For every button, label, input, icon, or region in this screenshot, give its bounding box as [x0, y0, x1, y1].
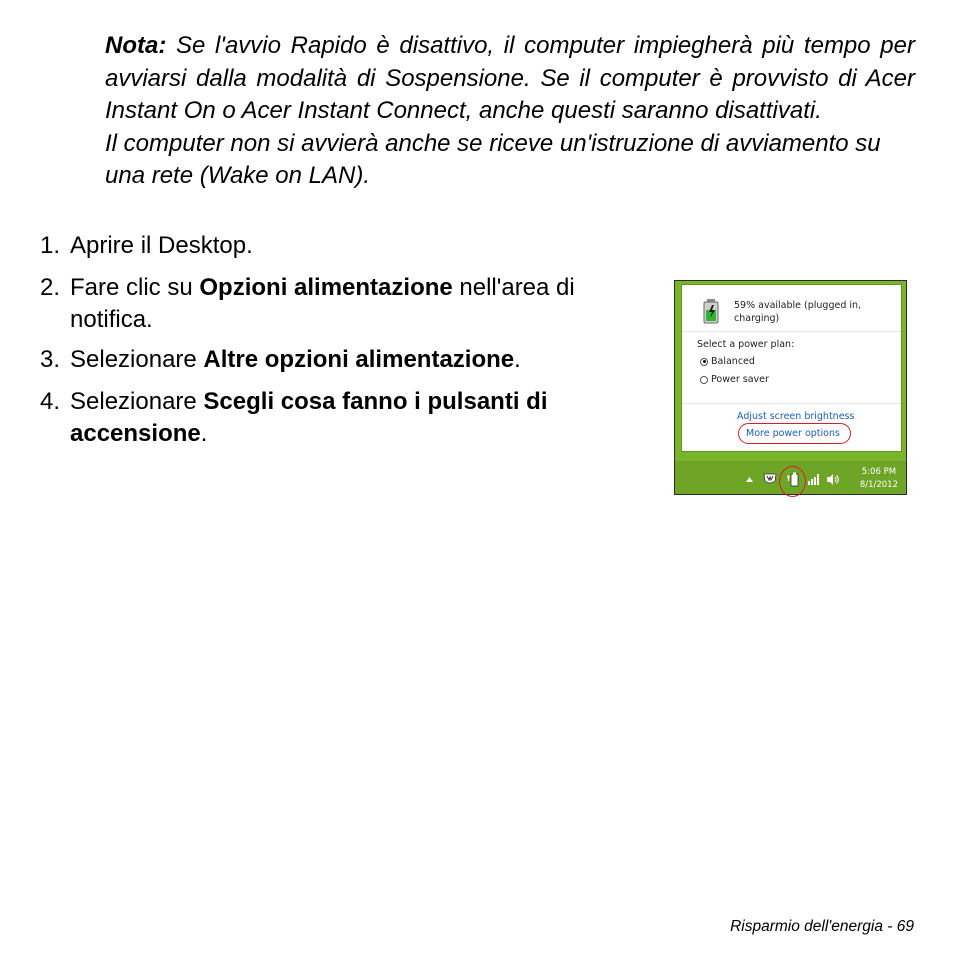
plan-label: Balanced	[711, 356, 755, 367]
action-center-flag-icon[interactable]	[763, 472, 777, 486]
step-text: Aprire il Desktop.	[70, 232, 253, 259]
highlight-circle	[738, 423, 851, 444]
clock[interactable]	[860, 466, 898, 492]
step-bold: Opzioni alimentazione	[199, 274, 453, 301]
show-hidden-icons-arrow-icon[interactable]	[745, 476, 754, 483]
step-text-end: nell'area di notifica.	[70, 274, 575, 333]
radio-icon[interactable]	[700, 376, 708, 384]
radio-selected-icon[interactable]	[700, 358, 708, 366]
taskbar	[675, 461, 906, 494]
battery-charging-icon	[702, 298, 722, 324]
step-number: 3.	[40, 346, 61, 373]
divider	[682, 403, 901, 404]
note-paragraph	[105, 30, 915, 128]
volume-icon[interactable]	[826, 473, 840, 486]
plan-option-balanced[interactable]	[700, 356, 755, 367]
battery-status-line1: 59% available (plugged in,	[734, 300, 862, 311]
step-text: Selezionare	[70, 346, 204, 373]
step-text-end: .	[514, 346, 521, 373]
page-footer: Risparmio dell'energia - 69	[730, 918, 914, 935]
note-label: Nota:	[105, 32, 167, 59]
step-number: 4.	[40, 388, 61, 415]
step-text-end: .	[200, 420, 208, 447]
steps-list	[40, 230, 640, 460]
step-text: Fare clic su	[70, 274, 200, 301]
clock-time: 5:06 PM	[861, 467, 897, 477]
step-1	[40, 230, 640, 262]
power-flyout	[681, 284, 902, 452]
battery-status-line2: charging)	[734, 313, 780, 324]
step-4	[40, 386, 640, 450]
plan-heading: Select a power plan:	[697, 339, 795, 350]
network-signal-icon[interactable]	[807, 473, 821, 486]
step-bold: Altre opzioni alimentazione	[203, 346, 515, 373]
clock-date: 8/1/2012	[859, 480, 898, 490]
step-bold: Scegli cosa fanno i pulsanti di accensione	[70, 388, 548, 447]
note-text: Se l'avvio Rapido è disattivo, il computer impiegherà più tempo per avviarsi dalla modalità di Sospensione. Se il computer è provvisto di Acer Instant On o Acer Instant Connect, anche questi saranno disattivati.	[105, 32, 915, 124]
adjust-brightness-link[interactable]: Adjust screen brightness	[737, 411, 855, 422]
battery-status	[734, 299, 894, 325]
step-3	[40, 344, 640, 376]
note-paragraph-wol: Il computer non si avvierà anche se riceve un'istruzione di avviamento su una rete (Wake on LAN).	[105, 129, 881, 189]
step-2	[40, 272, 640, 336]
step-text: Selezionare	[70, 388, 204, 415]
note-block	[105, 30, 915, 193]
plan-label: Power saver	[711, 374, 769, 385]
divider	[682, 331, 901, 332]
plan-option-power-saver[interactable]	[700, 374, 769, 385]
highlight-circle	[779, 466, 806, 497]
power-flyout-screenshot	[674, 280, 907, 495]
step-number: 2.	[40, 274, 61, 301]
more-power-options-link[interactable]: More power options	[746, 428, 840, 439]
step-number: 1.	[40, 232, 61, 259]
